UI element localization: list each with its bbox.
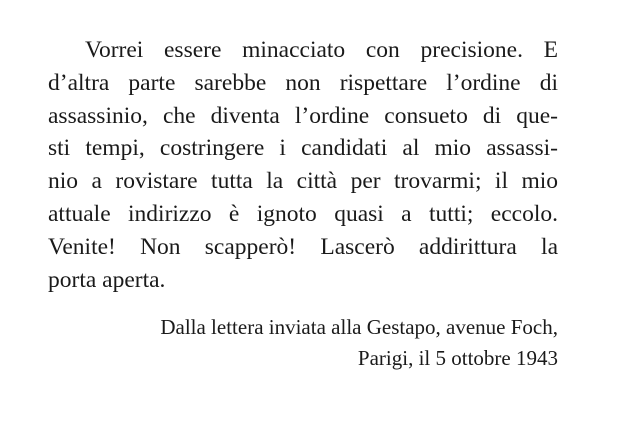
quote-line: nio a rovistare tutta la città per trovarmi; il mio <box>48 168 558 195</box>
quote-line: Venite! Non scapperò! Lascerò addirittura la <box>48 233 558 260</box>
quote-paragraph <box>48 34 558 296</box>
attribution <box>48 312 558 374</box>
quote-line: sti tempi, costringere i candidati al mio assassi- <box>48 135 558 162</box>
quote-line: assassinio, che diventa l’ordine consueto di que- <box>48 102 558 129</box>
attribution-line-date: Parigi, il 5 ottobre 1943 <box>357 346 558 371</box>
quote-line: attuale indirizzo è ignoto quasi a tutti; eccolo. <box>48 200 558 227</box>
attribution-line-source: Dalla lettera inviata alla Gestapo, avenue Foch, <box>160 315 558 340</box>
quote-line: Vorrei essere minacciato con precisione. E <box>85 37 558 63</box>
quote-line: porta aperta. <box>48 266 166 293</box>
document-page <box>48 34 558 374</box>
quote-line: d’altra parte sarebbe non rispettare l’ordine di <box>48 69 558 96</box>
